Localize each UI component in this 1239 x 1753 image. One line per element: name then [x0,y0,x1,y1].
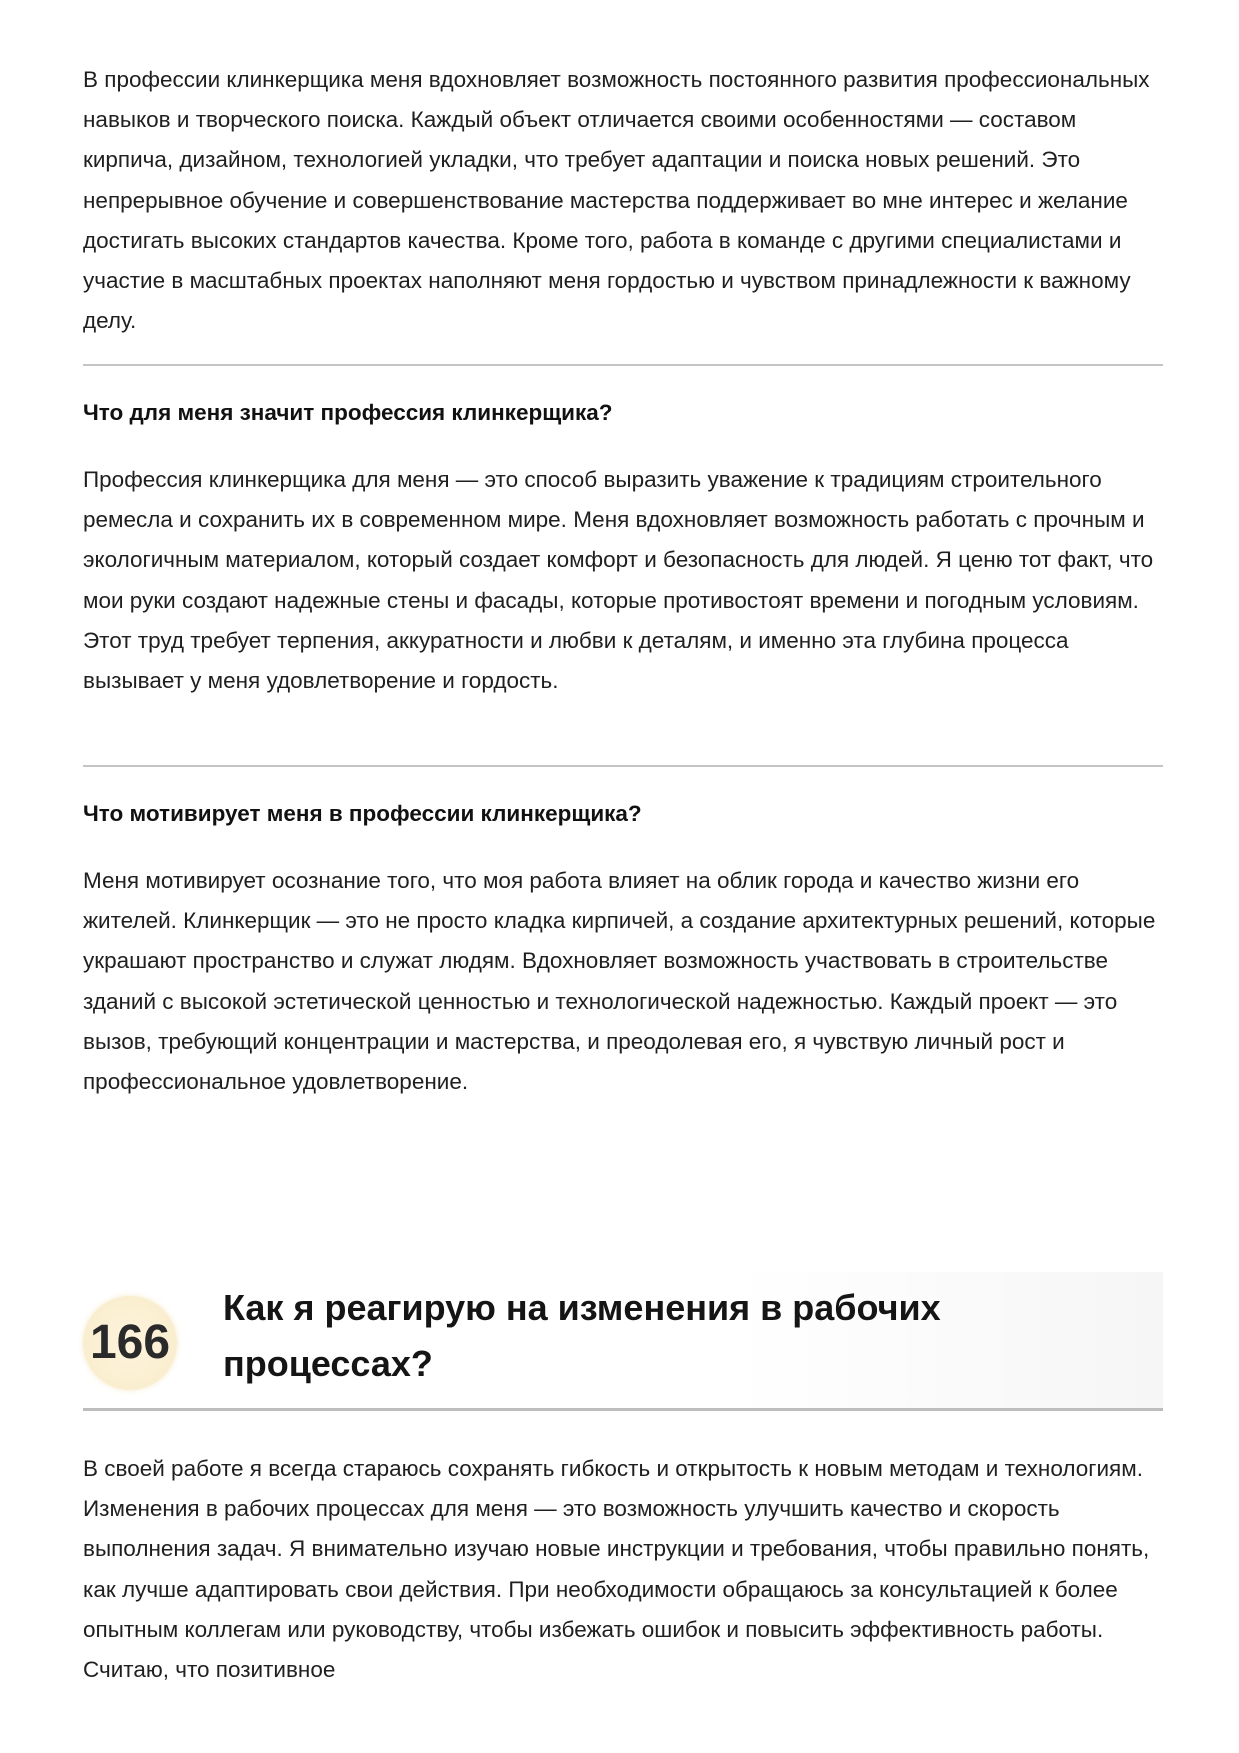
section-title: Как я реагирую на изменения в рабочих процессах? [223,1287,941,1384]
section-paragraph: В своей работе я всегда стараюсь сохранять гибкость и открытость к новым методам и технологиям. Изменения в рабочих процессах для меня — это возможность улучшить качество и скорость выполнения задач. Я внимательно изучаю новые инструкции и требования, чтобы правильно понять, как лучше адаптировать свои действия. При необходимости обращаюсь за консультацией к более опытным коллегам или руководству, чтобы избежать ошибок и повысить эффективность работы. Считаю, что позитивное [83,1456,1150,1683]
section-number-badge [83,1296,177,1390]
section-header [83,1272,1163,1411]
intro-paragraph: В профессии клинкерщика меня вдохновляет возможность постоянного развития профессиональных навыков и творческого поиска. Каждый объект отличается своими особенностями — составом кирпича, дизайном, технологией укладки, что требует адаптации и поиска новых решений. Это непрерывное обучение и совершенствование мастерства поддерживает во мне интерес и желание достигать высоких стандартов качества. Кроме того, работа в команде с другими специалистами и участие в масштабных проектах наполняют меня гордостью и чувством принадлежности к важному делу. [83,67,1150,334]
divider [83,765,1163,767]
divider [83,364,1163,366]
answer-paragraph-meaning: Профессия клинкерщика для меня — это способ выразить уважение к традициям строительного ремесла и сохранить их в современном мире. Меня вдохновляет возможность работать с прочным и экологичным материалом, который создает комфорт и безопасность для людей. Я ценю тот факт, что мои руки создают надежные стены и фасады, которые противостоят времени и погодным условиям. Этот труд требует терпения, аккуратности и любви к деталям, и именно эта глубина процесса вызывает у меня удовлетворение и гордость. [83,467,1154,694]
section-number: 166 [89,1316,171,1369]
question-heading-motivation: Что мотивирует меня в профессии клинкерщика? [83,801,642,826]
answer-paragraph-motivation: Меня мотивирует осознание того, что моя работа влияет на облик города и качество жизни его жителей. Клинкерщик — это не просто кладка кирпичей, а создание архитектурных решений, которые украшают пространство и служат людям. Вдохновляет возможность участвовать в строительстве зданий с высокой эстетической ценностью и технологической надежностью. Каждый проект — это вызов, требующий концентрации и мастерства, и преодолевая его, я чувствую личный рост и профессиональное удовлетворение. [83,868,1156,1095]
question-heading-meaning: Что для меня значит профессия клинкерщика? [83,400,613,425]
